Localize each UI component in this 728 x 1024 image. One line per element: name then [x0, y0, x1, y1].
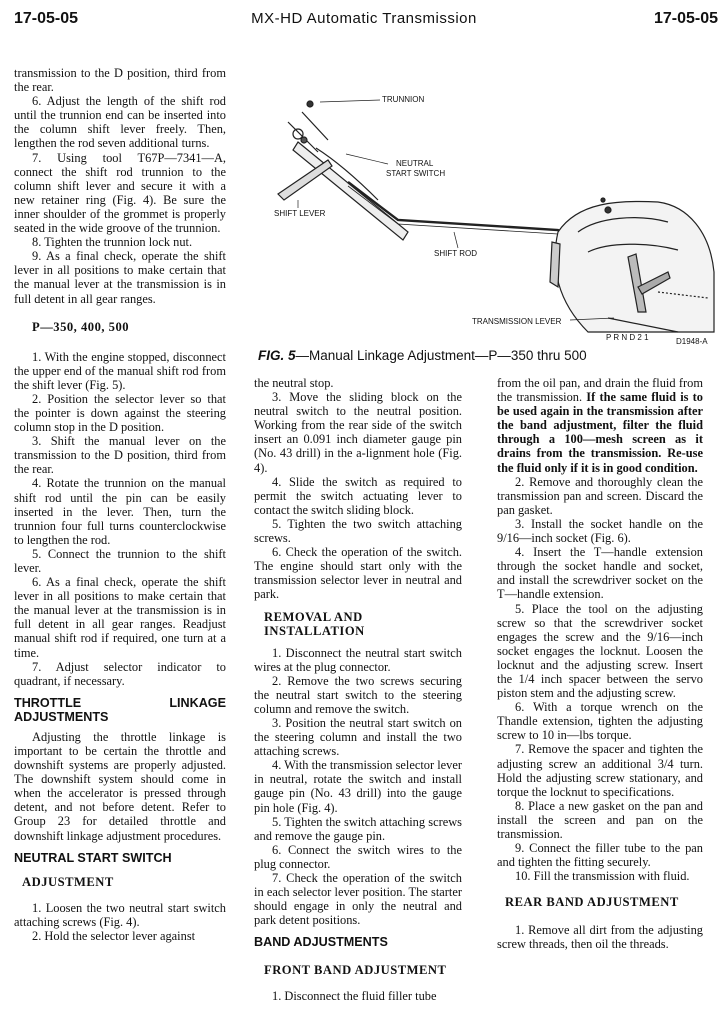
- paragraph: 2. Remove and thoroughly clean the transmission pan and screen. Discard the pan gasket.: [497, 474, 703, 517]
- paragraph: 2. Hold the selector lever against: [32, 928, 196, 943]
- paragraph: 1. Disconnect the neutral start switch wires at the plug connector.: [254, 645, 462, 674]
- paragraph: 2. Position the selector lever so that the pointer is down against the steering column stop in the D position.: [14, 391, 226, 435]
- section-heading: BAND ADJUSTMENTS: [254, 935, 388, 950]
- figure-caption-text: —Manual Linkage Adjustment—P—350 thru 500: [295, 348, 587, 363]
- section-heading: REMOVAL AND INSTALLATION: [264, 609, 365, 638]
- page-number-left: 17-05-05: [14, 10, 79, 27]
- paragraph: 4. With the transmission selector lever in neutral, rotate the switch and install gauge pin (No. 43 drill) into the gauge pin hole (Fig. 4).: [254, 758, 462, 815]
- paragraph: 5. Place the tool on the adjusting screw so that the screwdriver socket engages the screw and the 9/16—inch socket engages the locknut. Loosen the locknut and the adjusting screw. Insert the 1/4 inch spacer between the servo piston stem and the adjusting screw.: [497, 601, 703, 701]
- shift-lever-shape: [278, 160, 332, 200]
- label-start-switch: START SWITCH: [386, 169, 446, 178]
- paragraph: 5. Tighten the switch attaching screws and remove the gauge pin.: [254, 814, 462, 843]
- manual-linkage-figure: [258, 82, 720, 344]
- paragraph-text: from the oil pan, and drain the fluid from the transmission.: [497, 376, 703, 405]
- paragraph: 7. Check the operation of the switch in each selector lever position. The starter should engage in only the neutral and park detent positions.: [254, 871, 462, 928]
- paragraph: [497, 376, 703, 475]
- paragraph: 8. Place a new gasket on the pan and install the screen and pan on the transmission.: [497, 798, 703, 841]
- column-1: [14, 66, 226, 943]
- page-title: MX-HD Automatic Transmission: [251, 10, 477, 27]
- figure-caption: [258, 348, 720, 363]
- column-3: [497, 376, 703, 952]
- paragraph: 4. Slide the switch as required to permit the switch actuating lever to contact the switch sliding block.: [254, 474, 462, 517]
- paragraph: 2. Remove the two screws securing the neutral start switch to the steering column and remove the switch.: [254, 673, 462, 716]
- paragraph: 1. Disconnect the fluid filler tube: [272, 989, 437, 1004]
- paragraph: 3. Shift the manual lever on the transmission to the D position, third from the rear.: [14, 434, 226, 477]
- paragraph: 1. Loosen the two neutral start switch attaching screws (Fig. 4).: [14, 900, 226, 929]
- paragraph: 4. Rotate the trunnion on the manual shift rod until the pin can be easily inserted in the lever. Then, turn the trunnion four full turns counterclockwise to lengthen the rod.: [14, 476, 226, 547]
- label-figure-code: D1948-A: [676, 337, 708, 344]
- paragraph: 6. Check the operation of the switch. The engine should start only with the transmission selector lever in neutral and park.: [254, 545, 462, 602]
- section-heading: P—350, 400, 500: [32, 319, 130, 334]
- section-heading: THROTTLE LINKAGE ADJUSTMENTS: [14, 695, 226, 724]
- subsection-heading: REAR BAND ADJUSTMENT: [505, 895, 679, 910]
- column-2: [254, 376, 462, 1003]
- label-shift-lever: SHIFT LEVER: [274, 209, 326, 218]
- paragraph: 5. Tighten the two switch attaching screws.: [254, 516, 462, 546]
- label-gear-positions: P R N D 2 1: [606, 333, 649, 342]
- paragraph: transmission to the D position, third from the rear.: [14, 66, 226, 95]
- label-shift-rod: SHIFT ROD: [434, 249, 477, 258]
- subsection-heading: FRONT BAND ADJUSTMENT: [264, 963, 447, 978]
- paragraph: 7. Remove the spacer and tighten the adjusting screw an additional 3/4 turn. Hold the adjusting screw stationary, and torque the locknut to specifications.: [497, 742, 703, 799]
- label-transmission-lever: TRANSMISSION LEVER: [472, 317, 562, 326]
- paragraph: 1. With the engine stopped, disconnect the upper end of the manual shift rod from the shift lever (Fig. 5).: [14, 349, 226, 392]
- paragraph: 8. Tighten the trunnion lock nut.: [32, 235, 193, 250]
- paragraph: 7. Adjust selector indicator to quadrant, if necessary.: [14, 659, 226, 688]
- paragraph: Adjusting the throttle linkage is important to be certain the throttle and downshift systems are properly adjusted. The downshift system should come in when the accelerator is pressed through detent, and not before detent. Refer to Group 23 for detailed throttle and downshift linkage adjustment procedures.: [14, 729, 226, 843]
- paragraph: 4. Insert the T—handle extension through the socket handle and socket, and install the screwdriver socket on the T—handle extension.: [497, 545, 703, 602]
- paragraph: 1. Remove all dirt from the adjusting screw threads, then oil the threads.: [497, 923, 703, 952]
- section-heading: NEUTRAL START SWITCH: [14, 850, 172, 865]
- paragraph: 10. Fill the transmission with fluid.: [515, 869, 690, 884]
- paragraph: the neutral stop.: [254, 376, 334, 390]
- page-number-right: 17-05-05: [653, 10, 718, 27]
- paragraph: 3. Move the sliding block on the neutral switch to the neutral position. Working from the rear side of the switch insert an 0.091 inch diameter gauge pin (No. 43 drill) in the a-lignment hole (Fig. 4).: [254, 390, 462, 475]
- paragraph: 3. Install the socket handle on the 9/16—inch socket (Fig. 6).: [497, 516, 703, 546]
- paragraph: 7. Using tool T67P—7341—A, connect the shift rod trunnion to the column shift lever and secure it with a new retainer ring (Fig. 4). Be sure the inner shoulder of the grommet is properly seated in the wide groove of the trunnion.: [14, 150, 226, 236]
- paragraph: 5. Connect the trunnion to the shift lever.: [14, 546, 226, 575]
- subsection-heading: ADJUSTMENT: [22, 874, 114, 889]
- paragraph: 3. Position the neutral start switch on the steering column and install the two attaching screws.: [254, 715, 462, 759]
- paragraph: 9. As a final check, operate the shift lever in all positions to make certain that the manual lever at the transmission is in full detent in all gear ranges.: [14, 249, 226, 306]
- label-trunnion: TRUNNION: [382, 95, 425, 104]
- steering-column: [293, 142, 408, 240]
- figure-caption-label: FIG. 5: [258, 348, 296, 363]
- paragraph: 6. Adjust the length of the shift rod until the trunnion end can be inserted into the column shift lever freely. Then, lengthen the rod seven additional turns.: [14, 94, 226, 151]
- paragraph: 6. As a final check, operate the shift lever in all positions to make certain that the manual lever at the transmission is in full detent in all gear ranges. Readjust manual shift rod if required, one turn at a time.: [14, 575, 226, 660]
- paragraph: 9. Connect the filler tube to the pan and tighten the fitting securely.: [497, 841, 703, 870]
- paragraph: 6. Connect the switch wires to the plug connector.: [254, 842, 462, 871]
- label-neutral: NEUTRAL: [396, 159, 434, 168]
- paragraph: 6. With a torque wrench on the Thandle extension, tighten the adjusting screw to 10 in—lbs torque.: [497, 700, 703, 743]
- paragraph-bold-text: If the same fluid is to be used again in the transmission after the band adjustment, filter the fluid through a 100—mesh screen as it drains from the transmission. Re-use the fluid only if it is in good condition.: [497, 390, 704, 475]
